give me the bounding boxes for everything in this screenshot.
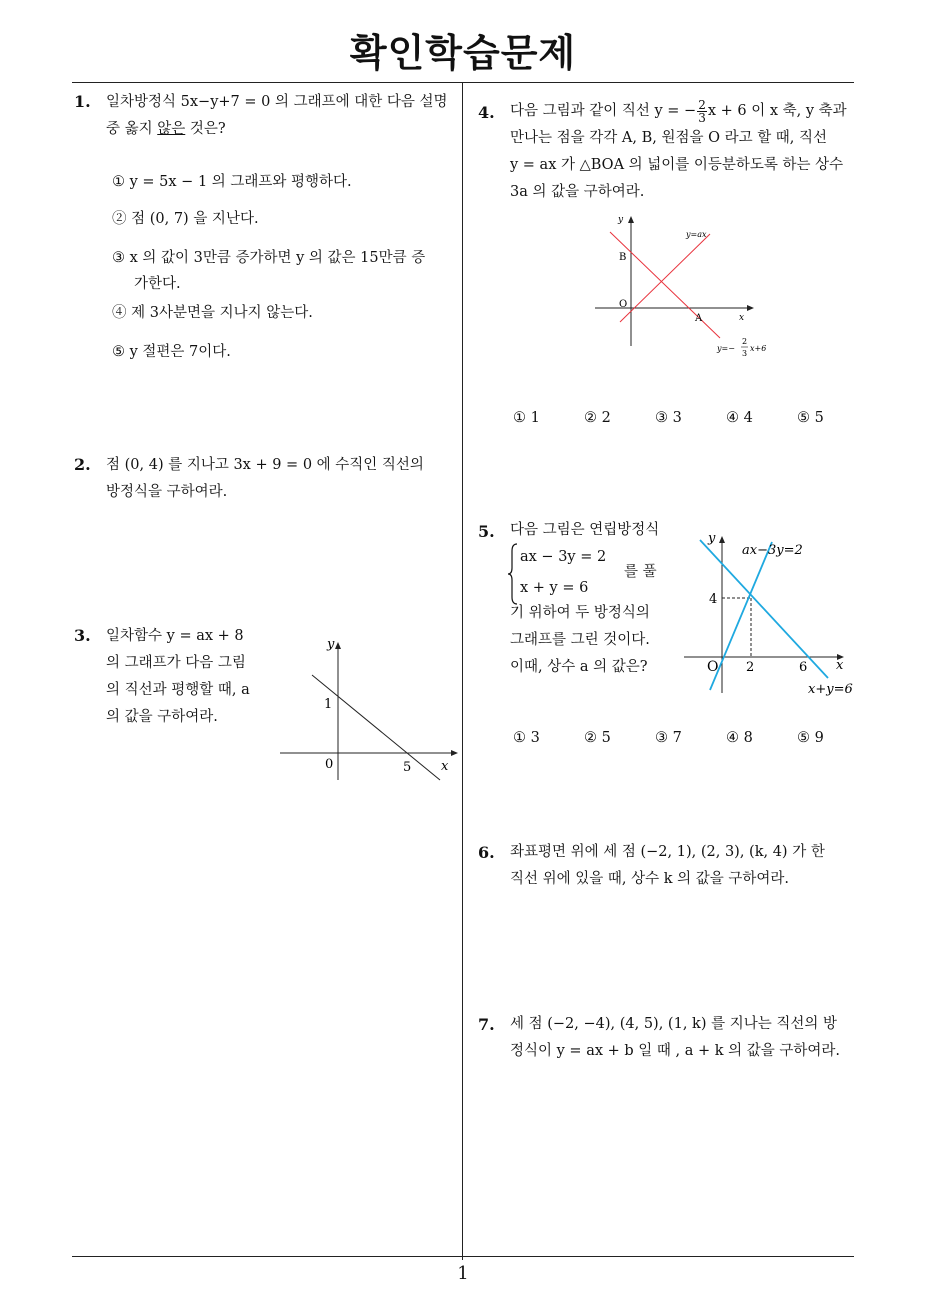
problem-5-graph: [680, 528, 860, 703]
left-brace: [508, 543, 518, 605]
problem-line: 3a 의 값을 구하여라.: [510, 184, 645, 200]
y-label: y: [327, 637, 335, 652]
choice-4[interactable]: ④ 4: [726, 410, 753, 426]
line-label-pre: y=−: [717, 344, 735, 353]
line-label-frac-num: 2: [742, 337, 748, 346]
origin-label: O: [707, 659, 719, 675]
text-span: x + 6 이 x 축, y 축과: [707, 103, 847, 119]
choice-5[interactable]: ⑤ 5: [797, 410, 824, 426]
problem-line: 의 값을 구하여라.: [106, 709, 218, 725]
choices-row: [513, 730, 868, 746]
y-axis-arrow: [335, 642, 341, 649]
choice-5[interactable]: ⑤ 9: [797, 730, 824, 746]
column-divider: [462, 82, 463, 1260]
choice-3[interactable]: ③ 7: [655, 730, 682, 746]
y-axis-arrow: [719, 536, 725, 543]
choices-row: [513, 410, 868, 426]
choice-4[interactable]: ④ 제 3사분면을 지나지 않는다.: [112, 305, 313, 321]
problem-line: 의 그래프가 다음 그림: [106, 655, 246, 671]
tick-6: 6: [799, 660, 808, 675]
x-label: x: [739, 313, 745, 323]
problem-line: [510, 98, 860, 125]
x-label: x: [441, 759, 449, 774]
equation-system: [508, 543, 668, 605]
problem-line: 의 직선과 평행할 때, a: [106, 682, 250, 698]
problem-line: 방정식을 구하여라.: [106, 484, 228, 500]
tick-2: 2: [746, 660, 755, 675]
problem-line: 좌표평면 위에 세 점 (−2, 1), (2, 3), (k, 4) 가 한: [510, 844, 825, 860]
y-label: y: [618, 215, 624, 225]
problem-number: 2.: [74, 455, 91, 474]
problem-number: 3.: [74, 626, 91, 645]
choice-2[interactable]: ② 2: [584, 410, 611, 426]
point-B-label: B: [619, 252, 627, 263]
underlined-word: 않은: [157, 121, 186, 137]
problem-line: 직선 위에 있을 때, 상수 k 의 값을 구하여라.: [510, 871, 789, 887]
choice-1[interactable]: ① y = 5x − 1 의 그래프와 평행하다.: [112, 174, 352, 190]
line-ax-minus-3y-eq-2: [710, 542, 772, 690]
top-rule: [72, 82, 854, 83]
equation-1: ax − 3y = 2: [520, 549, 607, 565]
problem-number: 5.: [478, 522, 495, 541]
equation-2: x + y = 6: [520, 580, 589, 596]
page-title: 확인학습문제: [349, 31, 577, 75]
problem-line: 이때, 상수 a 의 값은?: [510, 659, 648, 675]
problem-text: [106, 623, 266, 731]
problem-text: [510, 600, 680, 681]
problem-text: [510, 839, 860, 893]
choice-4[interactable]: ④ 8: [726, 730, 753, 746]
text-span: 것은?: [185, 121, 226, 137]
origin-label: 0: [325, 757, 334, 772]
choice-1[interactable]: ① 1: [513, 410, 540, 426]
problem-line: 기 위하여 두 방정식의: [510, 605, 650, 621]
problem-line: 만나는 점을 각각 A, B, 원점을 O 라고 할 때, 직선: [510, 130, 828, 146]
problem-number: 4.: [478, 103, 495, 122]
problem-number: 7.: [478, 1015, 495, 1034]
problem-text: [510, 1011, 860, 1065]
problem-text-line1: 다음 그림은 연립방정식: [510, 522, 660, 538]
choice-3[interactable]: ③ x 의 값이 3만큼 증가하면 y 의 값은 15만큼 증: [112, 250, 426, 266]
fraction-numerator: 2: [698, 98, 706, 112]
problem-3-graph: [270, 630, 460, 790]
line-y-eq-neg2-3x-plus6: [610, 232, 720, 338]
choice-5[interactable]: ⑤ y 절편은 7이다.: [112, 344, 231, 360]
choice-1[interactable]: ① 3: [513, 730, 540, 746]
x-axis-arrow: [451, 750, 458, 756]
bottom-rule: [72, 1256, 854, 1257]
fraction-denominator: 3: [698, 111, 706, 125]
x-label: x: [836, 658, 844, 673]
x-axis-arrow: [747, 305, 754, 311]
choice-2[interactable]: ② 점 (0, 7) 을 지난다.: [112, 211, 259, 227]
problem-line: [106, 116, 456, 143]
point-O-label: O: [619, 299, 628, 310]
line-y-eq-ax: [620, 234, 710, 322]
line-label-post: x+6: [750, 344, 767, 353]
page-number: 1: [457, 1263, 469, 1284]
problem-number: 6.: [478, 843, 495, 862]
problem-text: [106, 452, 456, 506]
problem-4-graph: [590, 210, 780, 360]
point-A-label: A: [695, 313, 703, 324]
y-axis-arrow: [628, 216, 634, 223]
problem-line: 정식이 y = ax + b 일 때 , a + k 의 값을 구하여라.: [510, 1043, 841, 1059]
problem-text: [510, 98, 860, 206]
problem-line: 점 (0, 4) 를 지나고 3x + 9 = 0 에 수직인 직선의: [106, 457, 424, 473]
line-label-frac-den: 3: [742, 349, 748, 358]
fraction: [697, 99, 707, 124]
text-span: 중 옳지: [106, 121, 158, 137]
choice-3-cont: 가한다.: [134, 276, 181, 292]
choice-3[interactable]: ③ 3: [655, 410, 682, 426]
problem-line: 일차함수 y = ax + 8: [106, 628, 244, 644]
tick-4: 4: [709, 592, 718, 607]
problem-text: [106, 89, 456, 143]
choice-2[interactable]: ② 5: [584, 730, 611, 746]
problem-line: y = ax 가 △BOA 의 넓이를 이등분하도록 하는 상수: [510, 157, 844, 173]
problem-line: 일차방정식 5x−y+7 = 0 의 그래프에 대한 다음 설명: [106, 94, 448, 110]
problem-number: 1.: [74, 92, 91, 111]
text-span: 다음 그림과 같이 직선 y = −: [510, 103, 697, 119]
line-label-2: x+y=6: [808, 682, 853, 697]
equation-suffix: 를 풀: [624, 564, 657, 580]
line-label-1: ax−3y=2: [742, 543, 803, 558]
y-label: y: [708, 531, 716, 546]
y-intercept-label: 1: [324, 697, 333, 712]
line-label-y-eq-ax: y=ax: [686, 230, 707, 239]
x-intercept-label: 5: [403, 760, 412, 775]
problem-line: 그래프를 그린 것이다.: [510, 632, 650, 648]
problem-line: 세 점 (−2, −4), (4, 5), (1, k) 를 지나는 직선의 방: [510, 1016, 837, 1032]
